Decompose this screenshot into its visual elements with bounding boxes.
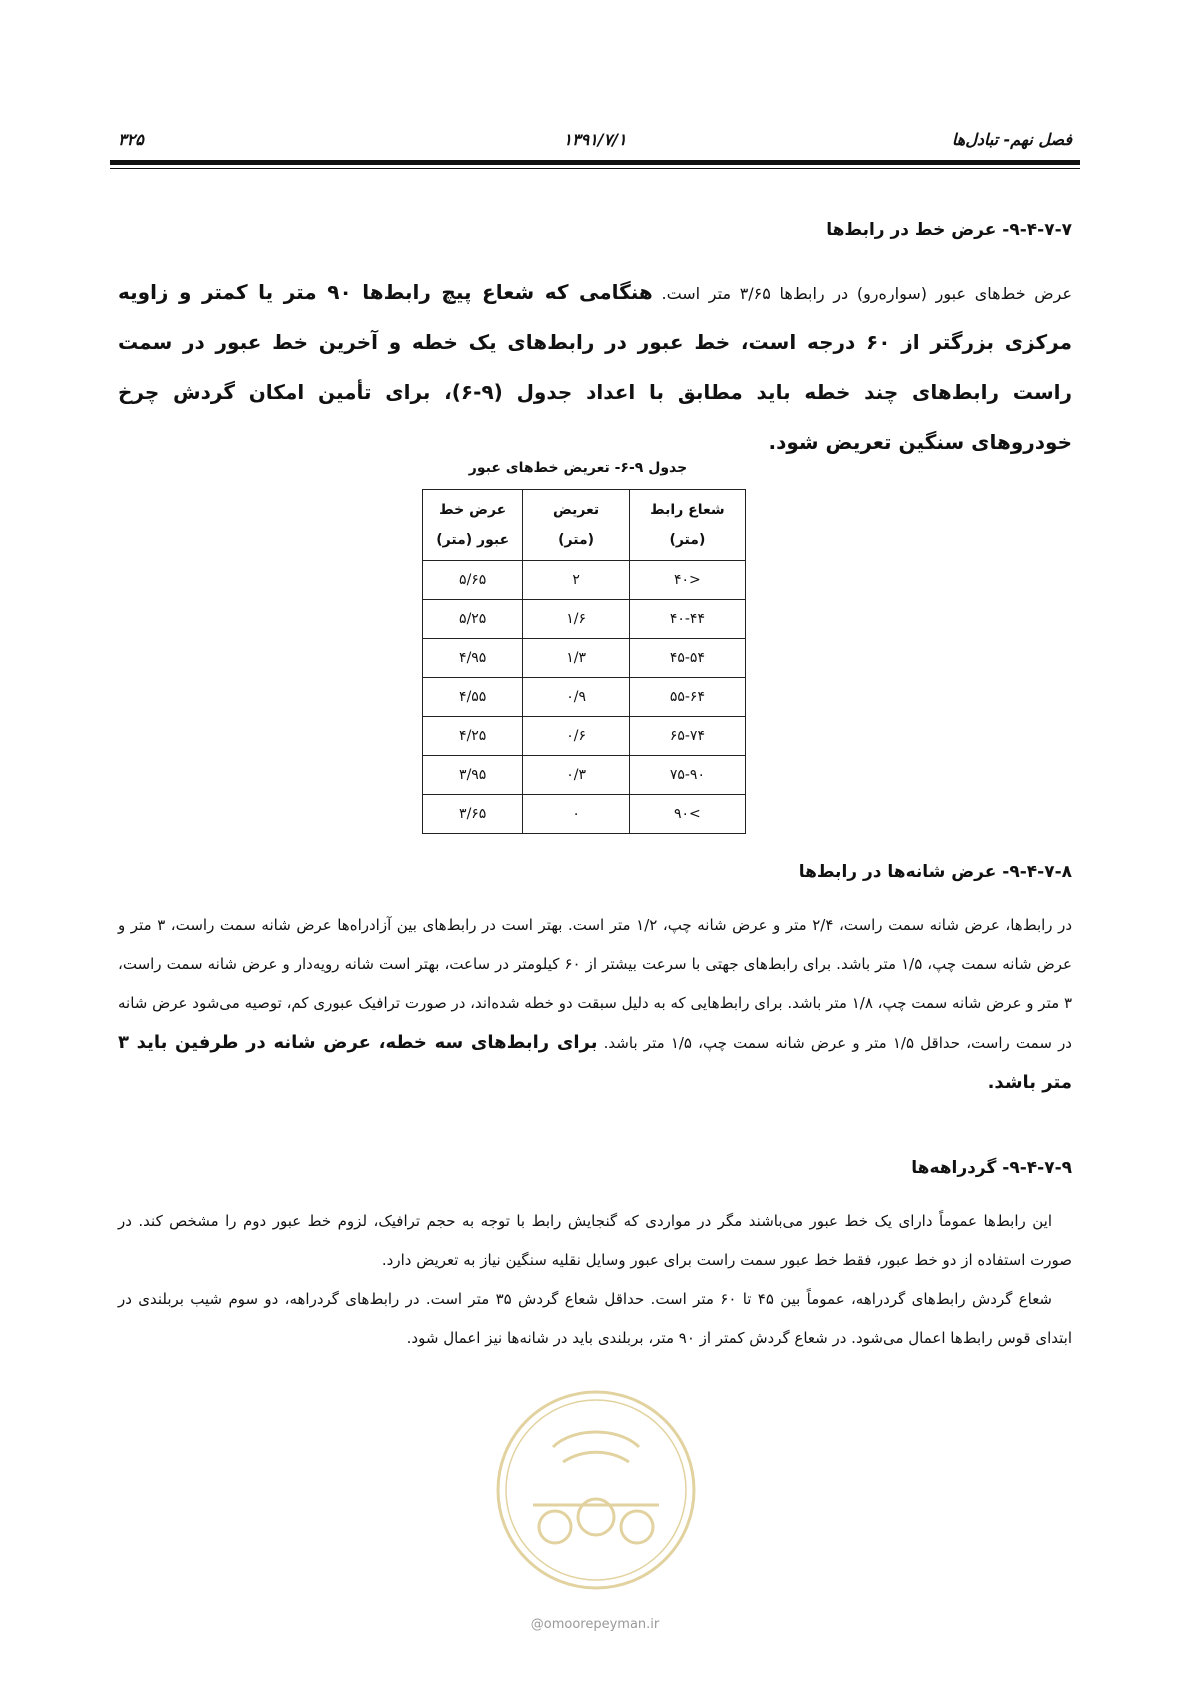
page-number: ۳۲۵ xyxy=(118,130,144,149)
section-9-paragraph-1: این رابط‌ها عموماً دارای یک خط عبور می‌باشند مگر در مواردی که گنجایش رابط با توجه به حجم ترافیک، لزوم خط عبور دوم را مشخص کند. در صورت استفاده از دو خط عبور، فقط خط عبور سمت راست برای عبور وسایل نقلیه سنگین نیاز به تعریض دارد. xyxy=(118,1212,1072,1269)
table-row xyxy=(423,600,746,639)
lane-width-cell: ۵/۲۵ xyxy=(423,600,523,639)
lane-widening-table xyxy=(422,489,746,834)
widening-cell: ۰/۹ xyxy=(523,678,629,717)
lane-width-cell: ۳/۹۵ xyxy=(423,756,523,795)
widening-cell: ۰/۶ xyxy=(523,717,629,756)
header-radius: شعاع رابط (متر) xyxy=(629,490,745,561)
section-9-heading: ۹-۴-۷-۹- گردراهه‌ها xyxy=(911,1158,1072,1178)
widening-cell: ۱/۶ xyxy=(523,600,629,639)
table-row xyxy=(423,678,746,717)
section-7-text: عرض خط‌های عبور (سواره‌رو) در رابط‌ها ۳/۶۵ متر است. xyxy=(652,284,1072,303)
table-row xyxy=(423,639,746,678)
section-9-paragraph-2: شعاع گردش رابط‌های گردراهه، عموماً بین ۴۵ تا ۶۰ متر است. حداقل شعاع گردش ۳۵ متر است. در رابط‌های گردراهه، دو سوم شیب بربلندی در ابتدای قوس رابط‌ها اعمال می‌شود. در شعاع گردش کمتر از ۹۰ متر، بربلندی باید در شانه‌ها نیز اعمال شود. xyxy=(118,1290,1072,1347)
header-rule-thick xyxy=(110,160,1080,165)
widening-cell: ۱/۳ xyxy=(523,639,629,678)
widening-cell: ۲ xyxy=(523,561,629,600)
radius-cell: >۹۰ xyxy=(629,795,745,834)
section-8-bold-text: برای رابط‌های سه خطه، عرض شانه در طرفین باید ۳ متر باشد. xyxy=(118,1032,1072,1093)
section-8-paragraph xyxy=(118,906,1072,1103)
section-7-bold-text: هنگامی که شعاع پیچ رابط‌ها ۹۰ متر یا کمتر و زاویه مرکزی بزرگتر از ۶۰ درجه است، خط عبور در رابط‌های یک خطه و آخرین خط عبور در سمت راست رابط‌های چند خطه باید مطابق با اعداد جدول (۹-۶)، برای تأمین امکان گردش چرخ خودروهای سنگین تعریض شود. xyxy=(118,280,1073,454)
lane-width-cell: ۵/۶۵ xyxy=(423,561,523,600)
lane-width-cell: ۴/۵۵ xyxy=(423,678,523,717)
radius-cell: ۶۵-۷۴ xyxy=(629,717,745,756)
header-date: ۱۳۹۱/۷/۱ xyxy=(563,130,627,149)
page-header xyxy=(118,130,1072,154)
radius-cell: ۵۵-۶۴ xyxy=(629,678,745,717)
lane-width-cell: ۳/۶۵ xyxy=(423,795,523,834)
table-header-row xyxy=(423,490,746,561)
table-row xyxy=(423,756,746,795)
table-row xyxy=(423,717,746,756)
chapter-title: فصل نهم- تبادل‌ها xyxy=(951,130,1072,149)
radius-cell: ۴۰-۴۴ xyxy=(629,600,745,639)
watermark-seal-icon xyxy=(493,1387,699,1593)
section-9-body xyxy=(118,1202,1072,1358)
section-7-paragraph xyxy=(118,268,1072,468)
section-8-text: در رابط‌ها، عرض شانه سمت راست، ۲/۴ متر و عرض شانه چپ، ۱/۲ متر است. بهتر است در رابط‌های بین آزادراه‌ها عرض شانه سمت راست، ۳ متر و عرض شانه سمت چپ، ۱/۵ متر باشد. برای رابط‌های جهتی با سرعت بیشتر از ۶۰ کیلومتر در ساعت، بهتر است شانه رویه‌دار و عرض شانه سمت راست، ۳ متر و عرض شانه سمت چپ، ۱/۸ متر باشد. برای رابط‌هایی که به دلیل سبقت دو خطه شده‌اند، در صورت ترافیک عبوری کم، توصیه می‌شود عرض شانه در سمت راست، حداقل ۱/۵ متر و عرض شانه سمت چپ، ۱/۵ متر باشد. xyxy=(118,916,1073,1052)
header-rule-thin xyxy=(110,168,1080,169)
lane-width-cell: ۴/۹۵ xyxy=(423,639,523,678)
section-8-heading: ۹-۴-۷-۸- عرض شانه‌ها در رابط‌ها xyxy=(798,862,1072,882)
widening-cell: ۰ xyxy=(523,795,629,834)
header-lane-width: عرض خط عبور (متر) xyxy=(423,490,523,561)
radius-cell: ۴۵-۵۴ xyxy=(629,639,745,678)
widening-cell: ۰/۳ xyxy=(523,756,629,795)
watermark-site: @omoorepeyman.ir xyxy=(530,1617,660,1632)
section-7-heading: ۹-۴-۷-۷- عرض خط در رابط‌ها xyxy=(826,220,1072,240)
table-row xyxy=(423,795,746,834)
radius-cell: ۷۵-۹۰ xyxy=(629,756,745,795)
lane-width-cell: ۴/۲۵ xyxy=(423,717,523,756)
table-caption: جدول ۹-۶- تعریض خط‌های عبور xyxy=(468,460,688,476)
radius-cell: <۴۰ xyxy=(629,561,745,600)
header-widening: تعریض (متر) xyxy=(523,490,629,561)
table-row xyxy=(423,561,746,600)
